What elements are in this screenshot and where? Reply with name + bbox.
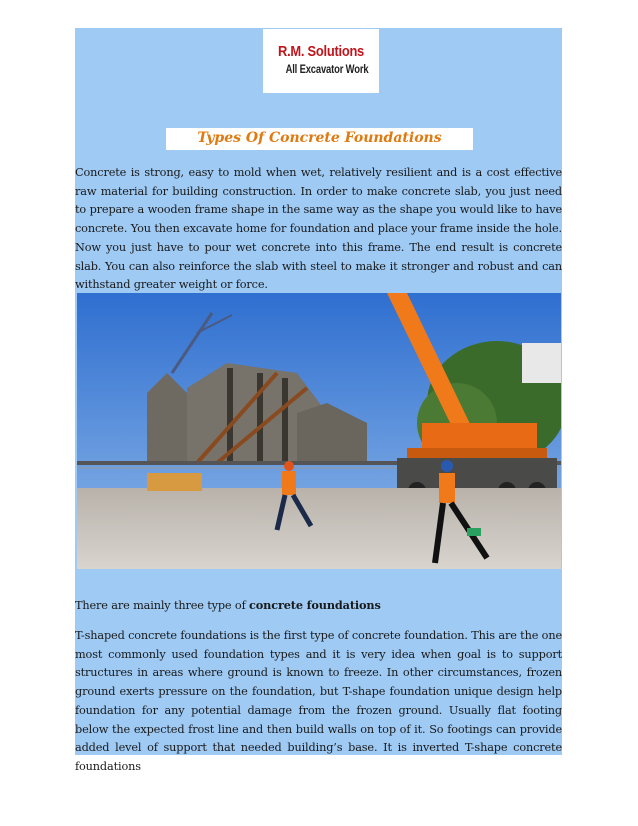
page-title: Types Of Concrete Foundations	[197, 130, 442, 146]
t-shape-paragraph: T-shaped concrete foundations is the first type of concrete foundation. This are the one most commonly used foundation types and it is very idea when goal is to support structures in areas where ground is known to freeze. In other circumstances, frozen ground exerts pressure on the foundation, but T-shape foundation unique design help foundation for any potential damage from the frozen ground. Usually flat footing below the expected frost line and then build walls on top of it. So footings can provide added level of support that needed building’s base. It is inverted T-shape concrete foundations	[75, 629, 562, 773]
intro-paragraph: Concrete is strong, easy to mold when wet, relatively resilient and is a cost effective raw material for building construction. In order to make concrete slab, you just need to prepare a wooden frame shape in the same way as the shape you would like to have concrete. You then excavate home for foundation and place your frame inside the hole. Now you just have to pour wet concrete into this frame. The end result is concrete slab. You can also reinforce the slab with steel to make it stronger and robust and can withstand greater weight or force.	[75, 166, 562, 292]
foundation-types-intro	[75, 598, 562, 612]
title-box	[166, 128, 473, 150]
company-logo	[263, 29, 379, 93]
lead-prefix: There are mainly three type of	[75, 599, 250, 612]
lead-bold-term: concrete foundations	[249, 598, 381, 612]
logo-tagline: All Excavator Work	[285, 64, 369, 76]
construction-site-photo	[77, 293, 561, 569]
logo-company-name: R.M. Solutions	[278, 43, 364, 60]
